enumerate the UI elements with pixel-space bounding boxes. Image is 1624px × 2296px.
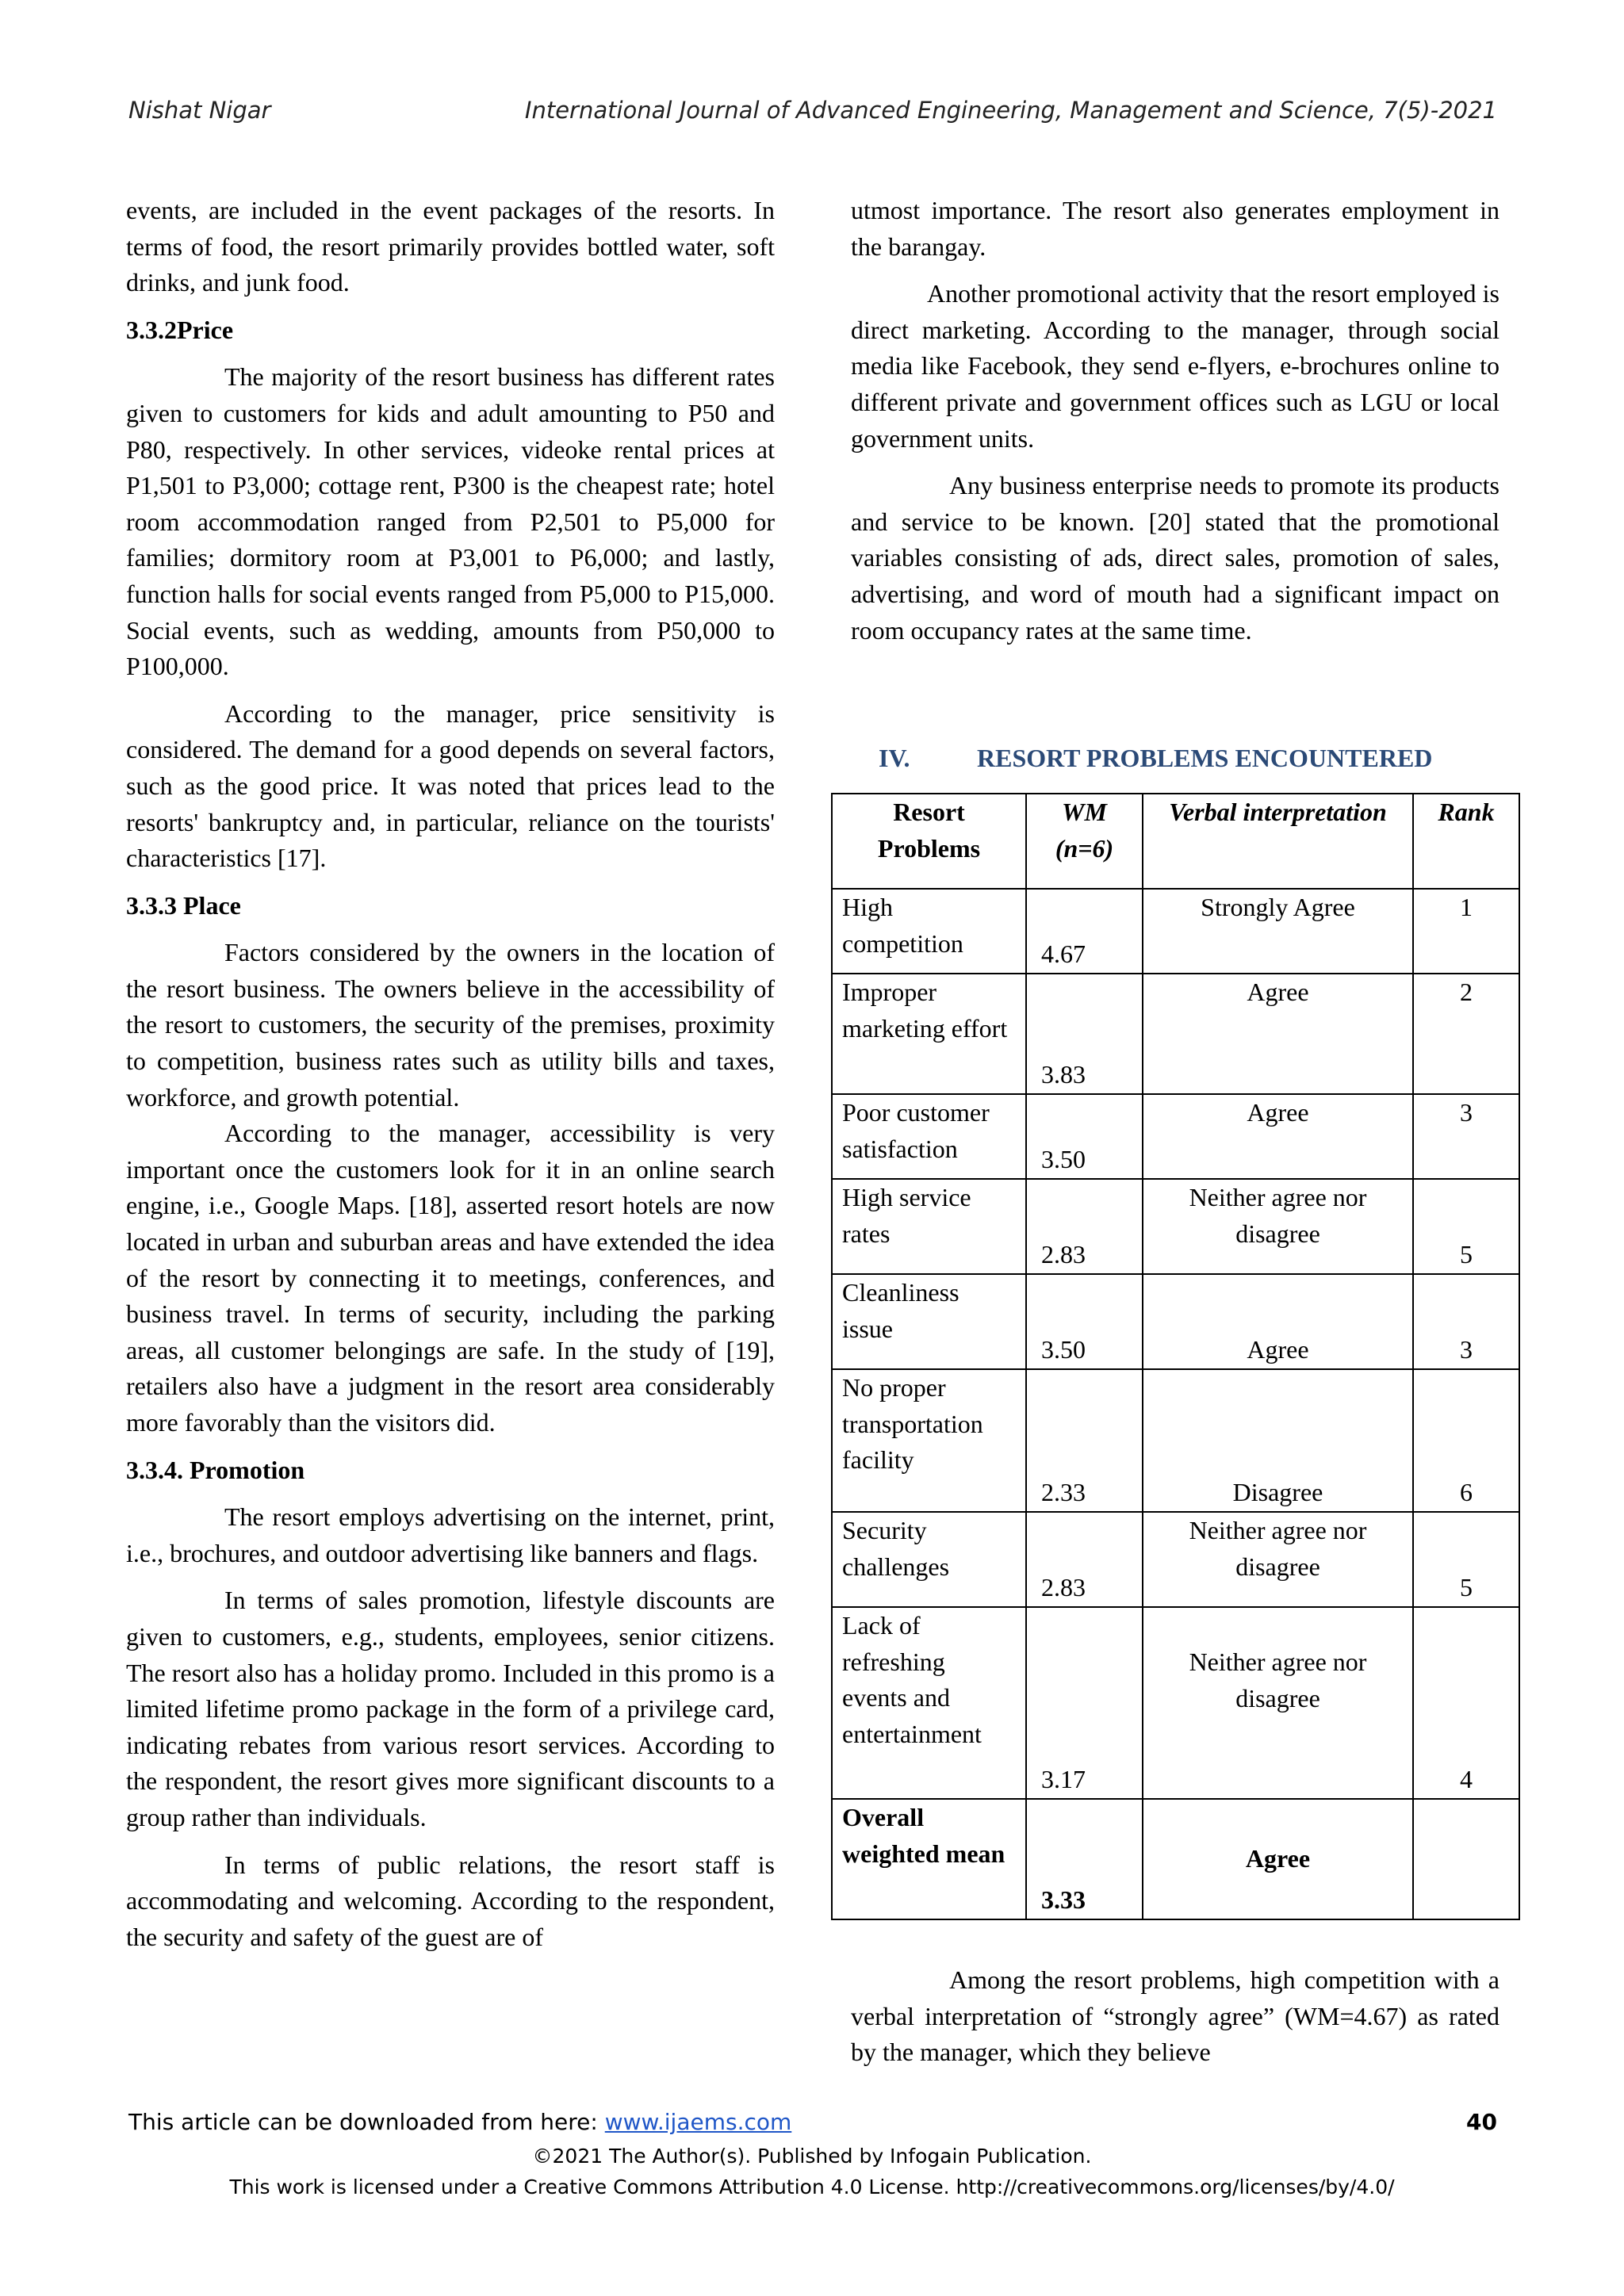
running-header-journal: International Journal of Advanced Engineering, Management and Science, 7(5)-2021 [524, 97, 1497, 124]
table-row [832, 1094, 1519, 1179]
cell-verbal: Disagree [1143, 1369, 1413, 1512]
cell-wm: 3.50 [1026, 1094, 1143, 1179]
cell-wm: 2.83 [1026, 1512, 1143, 1607]
table-row [832, 1369, 1519, 1512]
header-resort-problems: Resort Problems [832, 794, 1026, 889]
subheading-price: 3.3.2Price [126, 315, 234, 344]
cell-rank: 2 [1413, 974, 1519, 1094]
cell-rank: 1 [1413, 889, 1519, 974]
cell-wm: 3.83 [1026, 974, 1143, 1094]
subheading-place: 3.3.3 Place [126, 890, 241, 920]
footer-download-link[interactable]: www.ijaems.com [604, 2109, 792, 2135]
table-header-row [832, 794, 1519, 889]
subheading-promotion: 3.3.4. Promotion [126, 1455, 305, 1484]
cell-problem: Improper marketing effort [832, 974, 1026, 1094]
cell-problem: Lack of refreshing events and entertainment [832, 1607, 1026, 1799]
cell-rank: 6 [1413, 1369, 1519, 1512]
cell-verbal: Neither agree nor disagree [1143, 1179, 1413, 1274]
cell-problem: No proper transportation facility [832, 1369, 1026, 1512]
paragraph-promotion-public-relations: In terms of public relations, the resort staff is accommodating and welcoming. According to the respondent, the security and safety of the guest are of [126, 1850, 775, 1951]
table-row [832, 1274, 1519, 1369]
table-row [832, 974, 1519, 1094]
paragraph-price-sensitivity: According to the manager, price sensitivity is considered. The demand for a good depends on several factors, such as the good price. It was noted that prices lead to the resorts' bankruptcy and, in particular, reliance on the tourists' characteristics [17]. [126, 698, 775, 873]
paragraph-price-rates: The majority of the resort business has different rates given to customers for kids and adult amounting to P50 and P80, respectively. In other services, videoke rental prices at P1,501 to P3,000; cottage rent, P300 is the cheapest rate; hotel room accommodation ranged from P2,501 to P5,000 for families; dormitory room at P3,001 to P6,000; and lastly, function halls for social events ranged from P5,000 to P15,000. Social events, such as wedding, amounts from P50,000 to P100,000. [126, 362, 775, 681]
table-row [832, 1179, 1519, 1274]
left-column [126, 193, 775, 1966]
running-header-author: Nishat Nigar [128, 97, 271, 124]
header-wm-n: (n=6) [1055, 833, 1114, 863]
cell-problem: Cleanliness issue [832, 1274, 1026, 1369]
paragraph-place-factors: Factors considered by the owners in the location of the resort business. The owners believe in the accessibility of the resort to customers, the security of the premises, proximity to competition, business rates such as utility bills and taxes, workforce, and growth potential. [126, 938, 775, 1112]
paragraph-continuation: events, are included in the event packages of the resorts. In terms of food, the resort primarily provides bottled water, soft drinks, and junk food. [126, 196, 775, 297]
cell-rank: 5 [1413, 1512, 1519, 1607]
section-number: IV. [879, 744, 910, 772]
cell-wm: 2.83 [1026, 1179, 1143, 1274]
cell-problem: Poor customer satisfaction [832, 1094, 1026, 1179]
right-column [851, 193, 1500, 660]
paragraph-place-accessibility: According to the manager, accessibility is very important once the customers look for it in an online search engine, i.e., Google Maps. [18], asserted resort hotels are now located in urban and suburban areas and have extended the idea of the resort by connecting it to meetings, conferences, and business travel. In terms of security, including the parking areas, all customer belongings are safe. In the study of [19], retailers also have a judgment in the resort area considerably more favorably than the visitors did. [126, 1119, 775, 1437]
header-wm-label: WM [1062, 798, 1107, 826]
section-title-text: RESORT PROBLEMS ENCOUNTERED [977, 744, 1433, 772]
cell-overall-verbal: Agree [1143, 1799, 1413, 1919]
cell-wm: 3.50 [1026, 1274, 1143, 1369]
paragraph-continuation-right: utmost importance. The resort also generates employment in the barangay. [851, 196, 1500, 261]
cell-verbal: Agree [1143, 1274, 1413, 1369]
cell-verbal: Neither agree nor disagree [1143, 1607, 1413, 1799]
page-number: 40 [1466, 2109, 1497, 2135]
cell-verbal: Agree [1143, 974, 1413, 1094]
cell-rank: 4 [1413, 1607, 1519, 1799]
cell-wm: 3.17 [1026, 1607, 1143, 1799]
footer-download [128, 2109, 791, 2135]
section-title [879, 744, 1432, 773]
table-row-overall [832, 1799, 1519, 1919]
cell-rank: 3 [1413, 1094, 1519, 1179]
cell-verbal: Agree [1143, 1094, 1413, 1179]
cell-overall-label: Overall weighted mean [832, 1799, 1026, 1919]
footer-download-text: This article can be downloaded from here: [128, 2109, 605, 2135]
cell-rank: 5 [1413, 1179, 1519, 1274]
footer-license: This work is licensed under a Creative Commons Attribution 4.0 License. http://creativecommons.org/licenses/by/4.0/ [229, 2175, 1395, 2198]
table-row [832, 889, 1519, 974]
table-row [832, 1512, 1519, 1607]
cell-problem: Security challenges [832, 1512, 1026, 1607]
table-row [832, 1607, 1519, 1799]
header-rank: Rank [1413, 794, 1519, 889]
paragraph-after-table: Among the resort problems, high competition with a verbal interpretation of “strongly agree” (WM=4.67) as rated by the manager, which they believe [851, 1965, 1500, 2067]
paragraph-promotion-sales: In terms of sales promotion, lifestyle discounts are given to customers, e.g., students, employees, senior citizens. The resort also has a holiday promo. Included in this promo is a limited lifetime promo package in the form of a privilege card, indicating rebates from various resort services. According to the respondent, the resort gives more significant discounts to a group rather than individuals. [126, 1586, 775, 1831]
cell-verbal: Strongly Agree [1143, 889, 1413, 974]
cell-verbal: Neither agree nor disagree [1143, 1512, 1413, 1607]
paragraph-promotion-advertising: The resort employs advertising on the internet, print, i.e., brochures, and outdoor advertising like banners and flags. [126, 1502, 775, 1567]
footer-copyright: ©2021 The Author(s). Published by Infogain Publication. [532, 2145, 1092, 2168]
cell-overall-wm: 3.33 [1026, 1799, 1143, 1919]
cell-wm: 4.67 [1026, 889, 1143, 974]
cell-wm: 2.33 [1026, 1369, 1143, 1512]
header-verbal-interpretation: Verbal interpretation [1143, 794, 1413, 889]
header-wm [1026, 794, 1143, 889]
cell-problem: High service rates [832, 1179, 1026, 1274]
cell-overall-rank [1413, 1799, 1519, 1919]
cell-problem: High competition [832, 889, 1026, 974]
cell-rank: 3 [1413, 1274, 1519, 1369]
resort-problems-table [831, 793, 1520, 1920]
paragraph-direct-marketing: Another promotional activity that the resort employed is direct marketing. According to the manager, through social media like Facebook, they send e-flyers, e-brochures online to different private and government offices such as LGU or local government units. [851, 279, 1500, 453]
paragraph-business-promotion: Any business enterprise needs to promote its products and service to be known. [20] stated that the promotional variables consisting of ads, direct sales, promotion of sales, advertising, and word of mouth had a significant impact on room occupancy rates at the same time. [851, 471, 1500, 645]
